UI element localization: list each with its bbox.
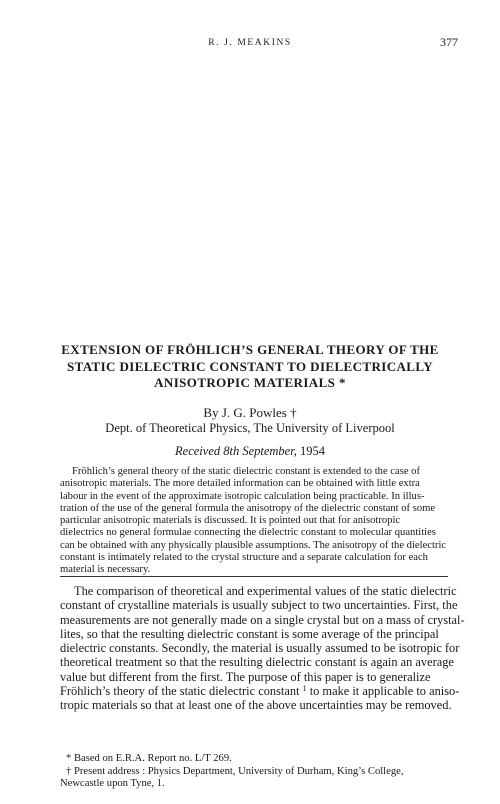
body-line: theoretical treatment so that the resulting dielectric constant is again an average (60, 655, 454, 670)
received-date (0, 444, 500, 459)
reference-marker: 1 (302, 684, 307, 694)
body-paragraph (60, 584, 465, 713)
abstract-line: material is necessary. (60, 564, 151, 576)
body-line: tropic materials so that at least one of the above uncertainties may be removed. (60, 698, 452, 713)
abstract-line: particular anisotropic materials is discussed. It is pointed out that for anisotropic (60, 515, 401, 527)
footnotes (60, 753, 452, 791)
title-line: STATIC DIELECTRIC CONSTANT TO DIELECTRICALLY (66, 358, 434, 374)
footnote: † Present address : Physics Department, University of Durham, King’s College, (66, 765, 404, 777)
body-line: lites, so that the resulting dielectric constant is some average of the principal (60, 626, 439, 641)
received-year: 1954 (299, 444, 325, 458)
body-line-tail: to make it applicable to aniso- (306, 684, 460, 699)
body-line-text: Fröhlich’s theory of the static dielectric constant (60, 684, 300, 699)
abstract-line: constant is intimately related to the crystal structure and a separate calculation for each (60, 552, 428, 564)
abstract-line: labour in the event of the approximate isotropic calculation being practicable. In illus- (60, 490, 425, 502)
author-affiliation: Dept. of Theoretical Physics, The University of Liverpool (105, 421, 395, 435)
footnote-continuation: Newcastle upon Tyne, 1. (60, 778, 165, 790)
article-title (40, 342, 460, 392)
abstract-line: can be obtained with any physically plausible assumptions. The anisotropy of the dielectric (60, 539, 447, 551)
page-number: 377 (440, 35, 458, 49)
abstract-line: anisotropic materials. The more detailed information can be obtained with little extra (60, 478, 420, 490)
body-line: measurements are not generally made on a single crystal but on a mass of crystal- (60, 612, 465, 627)
abstract-line: tration of the use of the general formula the anisotropy of the dielectric constant of some (60, 502, 436, 514)
footnote: * Based on E.R.A. Report no. L/T 269. (66, 753, 232, 764)
body-line: The comparison of theoretical and experimental values of the static dielectric (74, 584, 457, 598)
received-label: Received 8th September, (175, 444, 297, 458)
abstract-line: dielectrics no general formulae connecting the dielectric constant to molecular quantities (60, 527, 436, 539)
title-line: ANISOTROPIC MATERIALS * (154, 375, 346, 390)
body-line: dielectric constants. Secondly, the material is usually assumed to be isotropic for (60, 641, 460, 656)
body-line: constant of crystalline materials is usually subject to two uncertainties. First, the (60, 598, 458, 613)
body-line (60, 684, 460, 699)
body-line: value but different from the first. The purpose of this paper is to generalize (60, 669, 431, 684)
running-head: R. J. MEAKINS (208, 38, 292, 48)
abstract (60, 466, 448, 577)
title-line: EXTENSION OF FRÖHLICH’S GENERAL THEORY OF THE (61, 342, 439, 357)
author-byline: By J. G. Powles † (203, 405, 297, 420)
abstract-line: Fröhlich’s general theory of the static dielectric constant is extended to the case of (72, 466, 421, 477)
section-divider (60, 576, 448, 577)
